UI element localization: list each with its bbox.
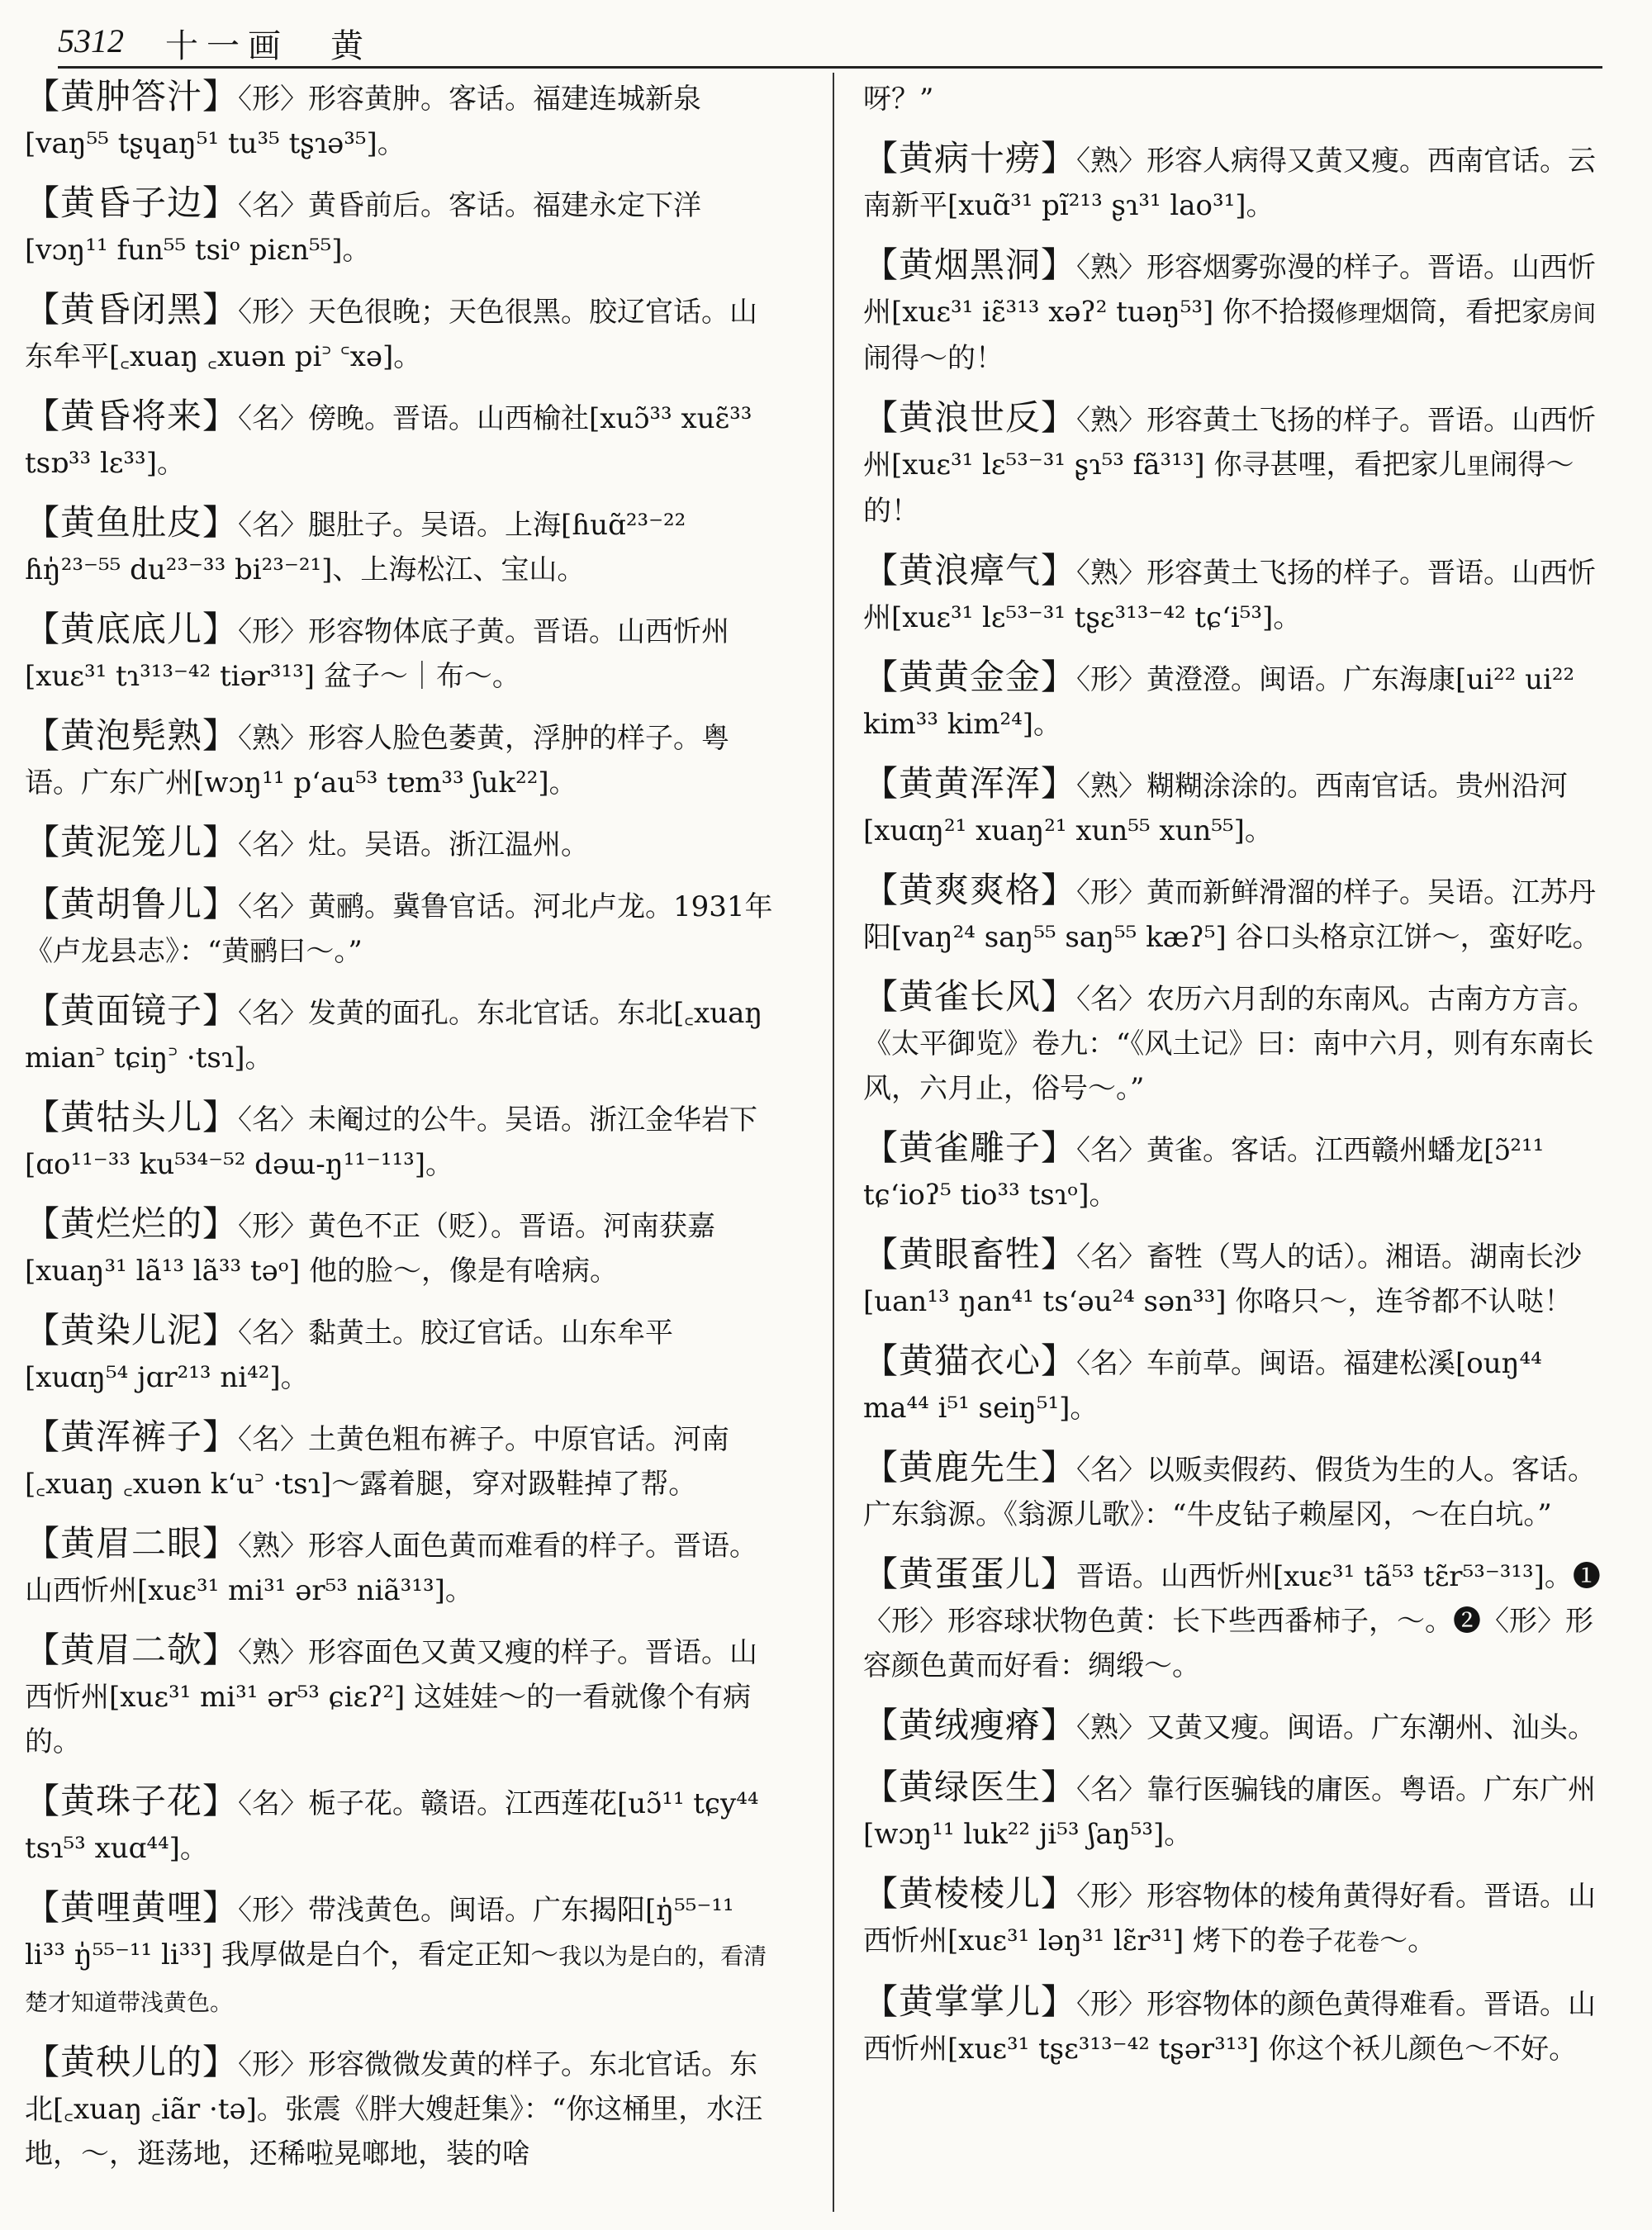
headword: 【黄秧儿的】: [25, 2042, 239, 2082]
gloss-note: 花卷: [1333, 1929, 1380, 1956]
definition: 〈形〉形容物体底子黄。晋语。山西忻州[xuɛ³¹ tɿ³¹³⁻⁴² tiər³¹³] 盆子～｜布～。: [25, 615, 730, 693]
headword: 【黄昏闭黑】: [25, 289, 239, 330]
gloss-note: 修理: [1335, 300, 1382, 327]
dictionary-entry: [863, 136, 1615, 228]
headword: 【黄浑裤子】: [25, 1416, 239, 1457]
headword: 【黄烂烂的】: [25, 1203, 239, 1244]
dictionary-entry: [25, 394, 776, 486]
headword: 【黄眼畜牲】: [863, 1234, 1077, 1274]
definition-cont: 闹得～的！: [863, 342, 1004, 375]
headword: 【黄烟黑洞】: [863, 244, 1077, 285]
headword: 【黄面镜子】: [25, 990, 239, 1031]
headword: 【黄绿医生】: [863, 1767, 1077, 1807]
headword: 【黄黄浑浑】: [863, 763, 1077, 804]
dictionary-entry: [25, 1886, 776, 2025]
definition: 〈名〉黄雀。客话。江西赣州蟠龙[ɔ̃²¹¹ tɕʻioʔ⁵ tio³³ tsɿᵒ]。: [863, 1134, 1545, 1212]
definition: 〈熟〉形容黄土飞扬的样子。晋语。山西忻州[xuɛ³¹ lɛ⁵³⁻³¹ ʂɿ⁵³ fã³¹³] 你寻甚哩，看把家儿: [863, 404, 1597, 482]
dictionary-entry: [863, 1703, 1615, 1750]
definition-cont: 闹得～的！: [863, 448, 1574, 528]
headword: 【黄蛋蛋儿】: [863, 1554, 1077, 1594]
dictionary-entry: [863, 762, 1615, 853]
headword: 【黄昏将来】: [25, 396, 239, 436]
dictionary-entry: [25, 1779, 776, 1871]
dictionary-entry: [25, 1308, 776, 1400]
definition: 〈熟〉形容黄土飞扬的样子。晋语。山西忻州[xuɛ³¹ lɛ⁵³⁻³¹ tʂɛ³¹³⁻⁴² tɕʻi⁵³]。: [863, 557, 1597, 634]
dictionary-entry: [863, 1872, 1615, 1965]
dictionary-entry: [25, 181, 776, 273]
definition: 〈名〉土黄色粗布裤子。中原官话。河南[꜀xuaŋ ꜀xuən kʻu꜄ ·tsɿ]～露着腿，穿对趿鞋掉了帮。: [25, 1423, 730, 1501]
definition: 〈形〉形容物体的颜色黄得难看。晋语。山西忻州[xuɛ³¹ tʂɛ³¹³⁻⁴² tʂər³¹³] 你这个袄儿颜色～不好。: [863, 1988, 1597, 2066]
definition: 〈熟〉形容烟雾弥漫的样子。晋语。山西忻州[xuɛ³¹ iɛ̃³¹³ xəʔ² tuəŋ⁵³] 你不拾掇: [863, 251, 1597, 329]
dictionary-entry: [863, 1980, 1615, 2071]
definition: 〈名〉灶。吴语。浙江温州。: [238, 828, 590, 861]
definition: 〈形〉形容物体的棱角黄得好看。晋语。山西忻州[xuɛ³¹ ləŋ³¹ lɛ̃r³¹] 烤下的卷子: [863, 1880, 1597, 1957]
headword: 【黄爽爽格】: [863, 870, 1077, 910]
section-heading: 十一画 黄: [165, 27, 372, 65]
definition: 呀？”: [863, 83, 934, 116]
definition: 〈熟〉形容面色又黄又瘦的样子。晋语。山西忻州[xuɛ³¹ mi³¹ ər⁵³ ɕiɛʔ²] 这娃娃～的一看就像个有病的。: [25, 1636, 758, 1758]
definition: 〈名〉黏黄土。胶辽官话。山东牟平[xuɑŋ⁵⁴ jɑr²¹³ ni⁴²]。: [25, 1317, 674, 1394]
definition: 〈名〉黄鹂。冀鲁官话。河北卢龙。1931年《卢龙县志》：“黄鹂曰～。”: [25, 890, 773, 968]
definition: 〈名〉黄昏前后。客话。福建永定下洋[vɔŋ¹¹ fun⁵⁵ tsiᵒ piɛn⁵⁵]。: [25, 189, 702, 267]
headword: 【黄染儿泥】: [25, 1310, 239, 1350]
dictionary-entry: [25, 1521, 776, 1613]
dictionary-entry: [863, 396, 1615, 534]
headword: 【黄泡髡熟】: [25, 715, 239, 756]
headword: 【黄胡鲁儿】: [25, 884, 239, 924]
definition: 〈名〉栀子花。赣语。江西莲花[uɔ̃¹¹ tɕy⁴⁴ tsɿ⁵³ xuɑ⁴⁴]。: [25, 1787, 759, 1865]
definition: 〈熟〉形容人脸色萎黄，浮肿的样子。粤语。广东广州[wɔŋ¹¹ pʻau⁵³ tɐm³³ ʃuk²²]。: [25, 722, 730, 799]
dictionary-entry: [863, 1765, 1615, 1857]
headword: 【黄浪世反】: [863, 397, 1077, 438]
headword: 【黄肿答汁】: [25, 76, 239, 116]
headword: 【黄绒瘦瘠】: [863, 1705, 1077, 1745]
definition-cont: ～。: [1379, 1924, 1436, 1957]
headword: 【黄鹿先生】: [863, 1447, 1077, 1487]
page-header: [58, 15, 1602, 69]
dictionary-entry: [863, 868, 1615, 960]
page-number: 5312: [58, 22, 124, 59]
definition: 〈名〉发黄的面孔。东北官话。东北[꜀xuaŋ mian꜄ tɕiŋ꜄ ·tsɿ]。: [25, 997, 763, 1075]
dictionary-entry: [25, 1202, 776, 1293]
dictionary-entry: [863, 1445, 1615, 1537]
dictionary-entry: [25, 1628, 776, 1764]
dictionary-entry: [25, 989, 776, 1080]
left-column: [25, 74, 776, 2191]
dictionary-entry: [863, 1126, 1615, 1217]
headword: 【黄雀雕子】: [863, 1127, 1077, 1168]
headword: 【黄底底儿】: [25, 609, 239, 649]
headword: 【黄猫衣心】: [863, 1340, 1077, 1381]
dictionary-entry: [25, 1415, 776, 1506]
headword: 【黄昏子边】: [25, 183, 239, 223]
definition: 晋语。山西忻州[xuɛ³¹ tã⁵³ tɛ̃r⁵³⁻³¹³]。❶〈形〉形容球状物色黄：长下些西番柿子，～。❷〈形〉形容颜色黄而好看：绸缎～。: [863, 1560, 1601, 1682]
definition: 〈形〉形容微微发黄的样子。东北官话。东北[꜀xuaŋ ꜀iãr ·tə]。张震《胖大嫂赶集》：“你这桶里，水汪地，～，逛荡地，还稀啦晃啷地，装的啥: [25, 2048, 763, 2171]
definition: 〈名〉傍晚。晋语。山西榆社[xuɔ̃³³ xuɛ̃³³ tsɒ³³ lɛ³³]。: [25, 402, 752, 480]
headword: 【黄棱棱儿】: [863, 1873, 1077, 1914]
dictionary-entry: [25, 820, 776, 867]
dictionary-entry: [863, 975, 1615, 1111]
definition-cont: 烟筒，看把家: [1381, 296, 1550, 329]
definition: 〈熟〉又黄又瘦。闽语。广东潮州、汕头。: [1076, 1711, 1597, 1744]
headword: 【黄掌掌儿】: [863, 1981, 1077, 2022]
dictionary-entry: [863, 1339, 1615, 1431]
headword: 【黄鱼肚皮】: [25, 502, 239, 543]
dictionary-entry: [863, 548, 1615, 640]
definition: 〈形〉黄澄澄。闽语。广东海康[ui²² ui²² kim³³ kim²⁴]。: [863, 663, 1575, 741]
dictionary-entry: [863, 1232, 1615, 1324]
definition: 〈形〉形容黄肿。客话。福建连城新泉[vaŋ⁵⁵ tʂɥaŋ⁵¹ tu³⁵ tʂɿə³⁵]。: [25, 83, 702, 160]
dictionary-entry: [25, 607, 776, 699]
definition: 〈形〉带浅黄色。闽语。广东揭阳[ŋ̍⁵⁵⁻¹¹ li³³ ŋ̍⁵⁵⁻¹¹ li³³] 我厚做是白个，看定正知～: [25, 1894, 734, 1971]
definition: 〈名〉以贩卖假药、假货为生的人。客话。广东翁源。《翁源儿歌》：“牛皮钻子赖屋冈，～在白坑。”: [863, 1454, 1597, 1531]
definition: 〈名〉未阉过的公牛。吴语。浙江金华岩下[ɑo¹¹⁻³³ ku⁵³⁴⁻⁵² dəɯ-ŋ¹¹⁻¹¹³]。: [25, 1103, 758, 1181]
headword: 【黄病十痨】: [863, 138, 1077, 178]
gloss-note: 房间: [1550, 300, 1597, 327]
dictionary-entry: [25, 1095, 776, 1187]
dictionary-entry: [25, 2040, 776, 2176]
dictionary-entry: [863, 243, 1615, 381]
dictionary-entry: [863, 74, 1615, 121]
definition: 〈形〉黄色不正（贬）。晋语。河南获嘉[xuaŋ³¹ lã¹³ lã³³ təᵒ] 他的脸～，像是有啥病。: [25, 1210, 716, 1288]
headword: 【黄珠子花】: [25, 1781, 239, 1821]
definition: 〈熟〉糊糊涂涂的。西南官话。贵州沿河[xuɑŋ²¹ xuaŋ²¹ xun⁵⁵ xun⁵⁵]。: [863, 770, 1569, 847]
gloss-note: 里: [1466, 453, 1490, 480]
gloss-note: 我以为是白的，看清楚才知道带浅黄色。: [25, 1943, 767, 2016]
definition: 〈名〉农历六月刮的东南风。古南方方言。《太平御览》卷九：“《风土记》曰：南中六月，则有东南长风，六月止，俗号～。”: [863, 983, 1597, 1105]
definition: 〈熟〉形容人病得又黄又瘦。西南官话。云南新平[xuɑ̃³¹ pĩ²¹³ ʂɿ³¹ lao³¹]。: [863, 145, 1597, 222]
dictionary-entry: [25, 501, 776, 592]
dictionary-entry: [25, 287, 776, 379]
headword: 【黄牯头儿】: [25, 1097, 239, 1137]
definition: 〈形〉黄而新鲜滑溜的样子。吴语。江苏丹阳[vaŋ²⁴ saŋ⁵⁵ saŋ⁵⁵ kæʔ⁵] 谷口头格京江饼～，蛮好吃。: [863, 876, 1601, 954]
definition: 〈名〉畜牲（骂人的话）。湘语。湖南长沙[uan¹³ ŋan⁴¹ tsʻəu²⁴ sən³³] 你咯只～，连爷都不认哒！: [863, 1241, 1583, 1318]
dictionary-entry: [25, 714, 776, 805]
dictionary-entry: [863, 655, 1615, 747]
definition: 〈熟〉形容人面色黄而难看的样子。晋语。山西忻州[xuɛ³¹ mi³¹ ər⁵³ niã³¹³]。: [25, 1530, 758, 1607]
definition: 〈名〉腿肚子。吴语。上海[ɦuɑ̃²³⁻²² ɦŋ̍²³⁻⁵⁵ du²³⁻³³ bi²³⁻²¹]、上海松江、宝山。: [25, 509, 686, 586]
definition: 〈形〉天色很晚；天色很黑。胶辽官话。山东牟平[꜀xuaŋ ꜀xuən pi꜄ ꜂xə]。: [25, 296, 758, 373]
headword: 【黄黄金金】: [863, 657, 1077, 697]
headword: 【黄眉二眼】: [25, 1523, 239, 1563]
headword: 【黄哩黄哩】: [25, 1887, 239, 1928]
headword: 【黄眉二欹】: [25, 1630, 239, 1670]
definition: 〈名〉车前草。闽语。福建松溪[ouŋ⁴⁴ ma⁴⁴ i⁵¹ seiŋ⁵¹]。: [863, 1347, 1542, 1425]
dictionary-entry: [25, 74, 776, 166]
dictionary-entry: [863, 1552, 1615, 1688]
headword: 【黄雀长风】: [863, 976, 1077, 1017]
definition: 〈名〉靠行医骗钱的庸医。粤语。广东广州[wɔŋ¹¹ luk²² ji⁵³ ʃaŋ⁵³]。: [863, 1773, 1597, 1851]
column-divider: [833, 73, 834, 2212]
headword: 【黄浪瘴气】: [863, 550, 1077, 591]
headword: 【黄泥笼儿】: [25, 822, 239, 862]
right-column: [863, 74, 1615, 2086]
dictionary-entry: [25, 882, 776, 974]
